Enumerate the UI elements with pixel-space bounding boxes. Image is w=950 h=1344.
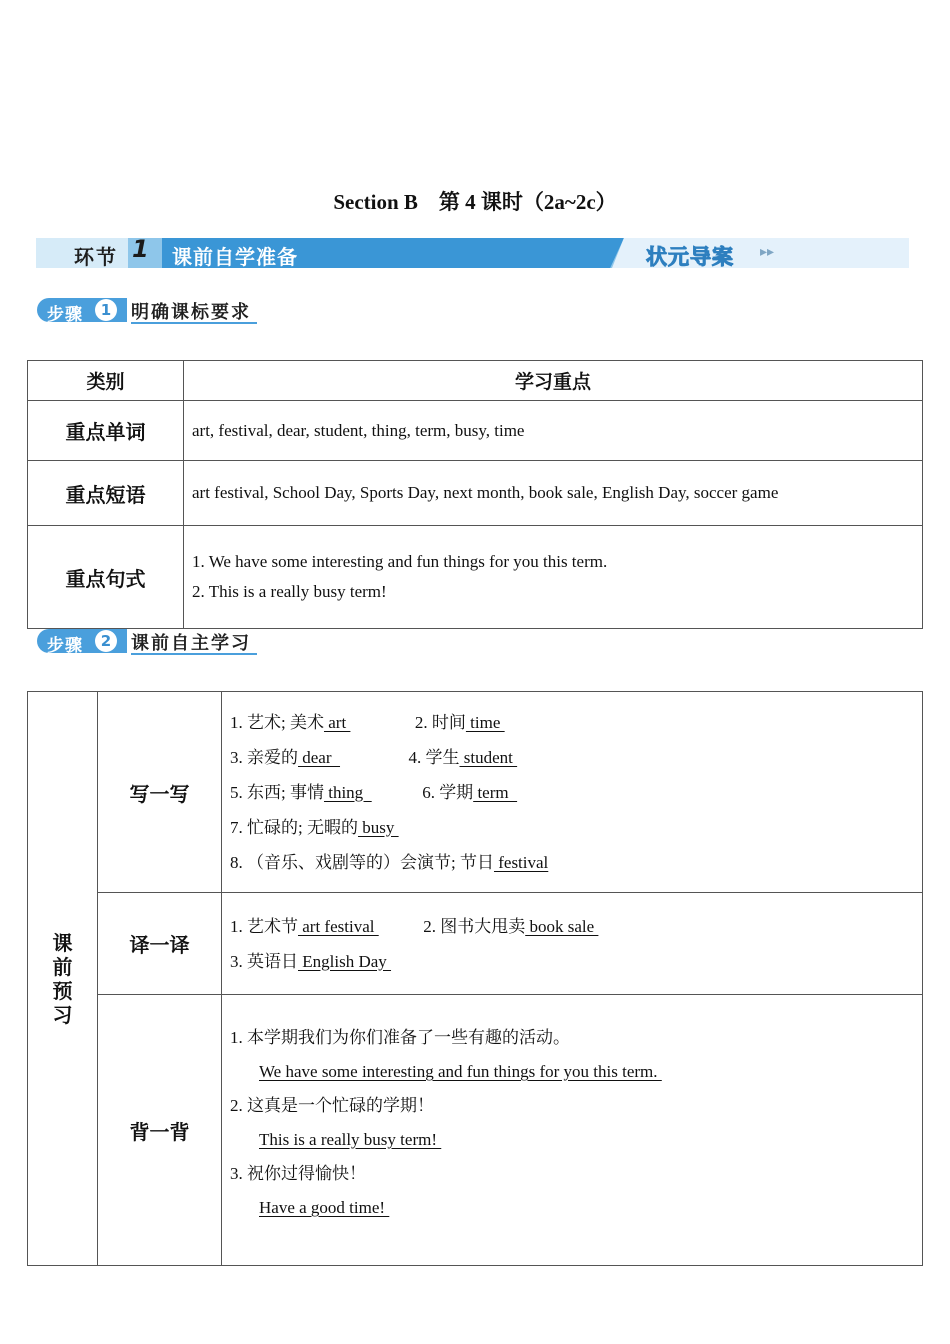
list-item	[230, 944, 914, 979]
question: 3. 祝你过得愉快！	[230, 1164, 366, 1183]
list-item	[230, 1191, 914, 1225]
answer: art festival	[298, 916, 379, 936]
list-item	[230, 845, 914, 880]
question: 5. 东西; 事情	[230, 782, 324, 802]
answer: time	[465, 712, 505, 732]
banner-left-text: 环节	[74, 245, 118, 269]
recite-row	[28, 995, 923, 1266]
preview-table	[27, 691, 923, 1266]
answer: book sale	[525, 916, 599, 936]
answer: thing	[323, 782, 372, 802]
translate-content	[222, 893, 923, 995]
row-category: 重点单词	[28, 401, 184, 461]
recite-content	[222, 995, 923, 1266]
double-arrow-icon: ▸▸	[760, 244, 775, 260]
answer: English Day	[298, 951, 392, 971]
question: 2. 这真是一个忙碌的学期！	[230, 1096, 434, 1115]
question: 1. 本学期我们为你们准备了一些有趣的活动。	[230, 1028, 570, 1047]
table-row	[28, 401, 923, 461]
question: 8. （音乐、戏剧等的）会演节; 节日	[230, 852, 494, 872]
section-label-text: 课前预习	[52, 930, 73, 1027]
question: 3. 英语日	[230, 951, 298, 971]
answer: student	[459, 747, 518, 767]
table-row	[28, 461, 923, 526]
step2-tag	[37, 629, 277, 655]
step2-tag-text: 步骤	[47, 636, 83, 656]
banner-number: 1	[132, 235, 149, 263]
banner-right-text: 状元导案	[646, 245, 734, 269]
step2-pill	[37, 629, 127, 656]
header-category: 类别	[28, 361, 184, 401]
section-label	[28, 692, 98, 1266]
question: 7. 忙碌的; 无暇的	[230, 817, 358, 837]
step1-number: 1	[95, 299, 117, 321]
answer: dear	[298, 747, 341, 767]
header-focus: 学习重点	[184, 361, 923, 401]
step1-label: 明确课标要求	[131, 298, 257, 324]
translate-category: 译一译	[98, 893, 222, 995]
table-header-row	[28, 361, 923, 401]
row-content	[184, 461, 923, 526]
recite-category: 背一背	[98, 995, 222, 1266]
list-item	[230, 1123, 914, 1157]
question: 1. 艺术; 美术	[230, 712, 324, 732]
question: 2. 时间	[414, 712, 466, 732]
step1-tag-text: 步骤	[47, 305, 83, 325]
answer: We have some interesting and fun things for you this term.	[259, 1062, 662, 1081]
list-item	[230, 740, 914, 775]
write-content	[222, 692, 923, 893]
row-content	[184, 401, 923, 461]
step1-pill	[37, 298, 127, 325]
answer: festival	[493, 852, 549, 872]
list-item	[230, 909, 914, 944]
list-item	[230, 775, 914, 810]
answer: busy	[357, 817, 399, 837]
learning-goals-table	[27, 360, 923, 629]
page-title: Section B 第 4 课时（2a~2c）	[333, 190, 617, 214]
translate-row	[28, 893, 923, 995]
question: 2. 图书大甩卖	[423, 916, 526, 936]
list-item	[230, 705, 914, 740]
list-item	[230, 810, 914, 845]
row-line: 2. This is a really busy term!	[192, 582, 387, 601]
table-row	[28, 526, 923, 629]
step1-tag	[37, 298, 277, 324]
answer: term	[473, 782, 518, 802]
row-content	[184, 526, 923, 629]
row-category: 重点句式	[28, 526, 184, 629]
write-row	[28, 692, 923, 893]
step2-label: 课前自主学习	[131, 629, 257, 655]
question: 3. 亲爱的	[230, 747, 298, 767]
row-line: 1. We have some interesting and fun things for you this term.	[192, 552, 608, 571]
list-item	[230, 1055, 914, 1089]
question: 1. 艺术节	[230, 916, 298, 936]
question: 6. 学期	[422, 782, 474, 802]
question: 4. 学生	[408, 747, 460, 767]
banner-middle-text: 课前自学准备	[172, 245, 298, 269]
step2-number: 2	[95, 630, 117, 652]
row-line: art, festival, dear, student, thing, term, busy, time	[192, 420, 525, 440]
answer: This is a really busy term!	[259, 1130, 442, 1149]
row-line: art festival, School Day, Sports Day, next month, book sale, English Day, soccer game	[192, 483, 779, 502]
write-category: 写一写	[98, 692, 222, 893]
row-category: 重点短语	[28, 461, 184, 526]
answer: Have a good time!	[259, 1198, 390, 1217]
answer: art	[323, 712, 351, 732]
